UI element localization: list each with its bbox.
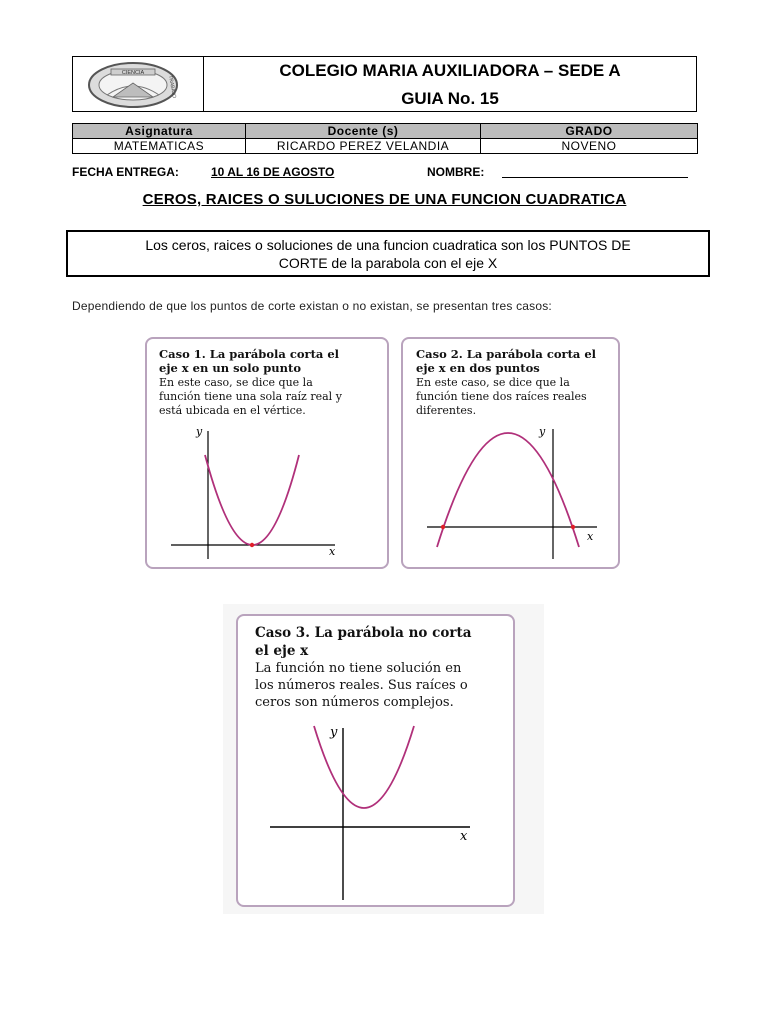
logo-text-side: TRABAJO xyxy=(167,74,177,99)
case-3-parabola xyxy=(314,726,414,808)
info-table-value-row xyxy=(73,139,698,154)
case-2-x-label: x xyxy=(587,530,594,543)
header-asignatura: Asignatura xyxy=(73,124,246,139)
header-docente: Docente (s) xyxy=(246,124,481,139)
logo-text-top: CIENCIA xyxy=(121,70,145,76)
value-asignatura: MATEMATICAS xyxy=(73,139,246,154)
case-2-graph xyxy=(403,339,618,567)
case-1-parabola xyxy=(205,455,299,545)
case-2-root-point-right xyxy=(571,525,575,529)
case-2-title-line-2: eje x en dos puntos xyxy=(416,361,540,375)
case-1-y-label: y xyxy=(196,425,203,438)
case-2-title-line-1: Caso 2. La parábola corta el xyxy=(416,347,597,361)
nombre-blank-line[interactable] xyxy=(502,177,688,178)
case-3-text-line-1: La función no tiene solución en xyxy=(255,661,462,676)
case-2-text-line-1: En este caso, se dice que la xyxy=(416,376,570,389)
guide-number: GUIA No. 15 xyxy=(401,89,499,108)
case-1-card xyxy=(145,337,389,569)
header-box xyxy=(72,56,697,112)
case-2-card xyxy=(401,337,620,569)
fecha-label: FECHA ENTREGA: xyxy=(72,165,179,179)
case-3-x-label: x xyxy=(460,829,468,844)
case-1-text-line-3: está ubicada en el vértice. xyxy=(159,404,306,417)
info-table xyxy=(72,123,698,154)
case-2-text-line-2: función tiene dos raíces reales xyxy=(416,390,587,403)
school-name: COLEGIO MARIA AUXILIADORA – SEDE A xyxy=(279,61,621,80)
value-docente: RICARDO PEREZ VELANDIA xyxy=(246,139,481,154)
school-logo xyxy=(73,57,203,111)
case-2-parabola xyxy=(437,433,579,547)
case-1-text-line-1: En este caso, se dice que la xyxy=(159,376,313,389)
case-1-title-line-2: eje x en un solo punto xyxy=(159,361,301,375)
case-3-title-line-1: Caso 3. La parábola no corta xyxy=(255,625,472,641)
nombre-label: NOMBRE: xyxy=(427,165,485,179)
case-3-y-label: y xyxy=(330,725,338,740)
case-2-y-label: y xyxy=(539,425,546,438)
case-2-text-line-3: diferentes. xyxy=(416,404,477,417)
definition-box xyxy=(66,230,710,277)
header-grado: GRADO xyxy=(481,124,698,139)
case-3-graph xyxy=(238,616,513,905)
case-1-text-line-2: función tiene una sola raíz real y xyxy=(159,390,342,403)
case-3-title-line-2: el eje x xyxy=(255,643,309,659)
case-1-x-label: x xyxy=(329,545,336,558)
case-1-root-point xyxy=(250,543,254,547)
fecha-value: 10 AL 16 DE AGOSTO xyxy=(211,165,335,179)
intro-text: Dependiendo de que los puntos de corte existan o no existan, se presentan tres casos: xyxy=(72,299,552,313)
definition-line-1: Los ceros, raices o soluciones de una funcion cuadratica son los PUNTOS DE xyxy=(145,237,631,253)
case-1-graph xyxy=(147,339,387,567)
definition-line-2: CORTE de la parabola con el eje X xyxy=(278,255,498,271)
value-grado: NOVENO xyxy=(481,139,698,154)
case-2-root-point-left xyxy=(441,525,445,529)
case-1-title-line-1: Caso 1. La parábola corta el xyxy=(159,347,340,361)
logo-cell xyxy=(73,57,204,111)
case-3-card xyxy=(236,614,515,907)
case-3-text-line-3: ceros son números complejos. xyxy=(255,695,454,710)
info-table-header-row xyxy=(73,124,698,139)
case-3-text-line-2: los números reales. Sus raíces o xyxy=(255,678,468,693)
page-title: CEROS, RAICES O SULUCIONES DE UNA FUNCION CUADRATICA xyxy=(142,191,627,208)
